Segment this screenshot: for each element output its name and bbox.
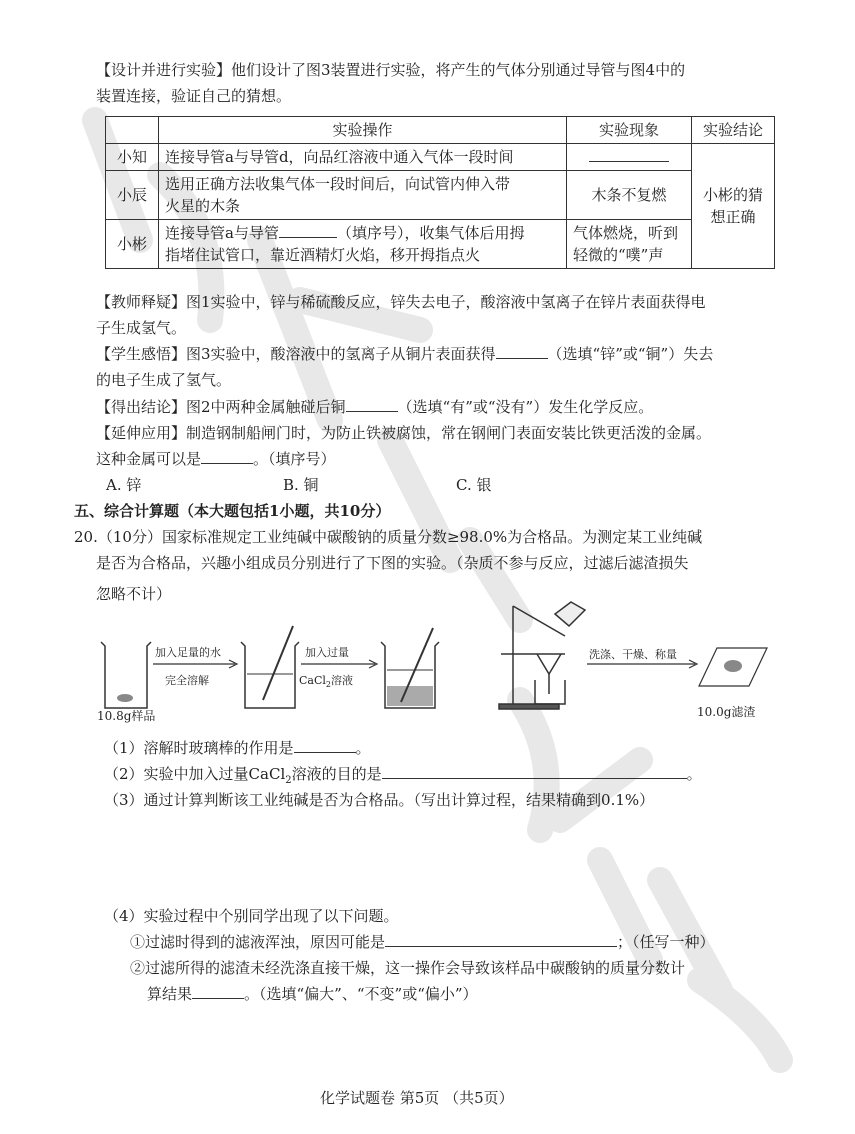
- page-footer: 化学试题卷 第5页 （共5页）: [320, 1089, 514, 1107]
- op-text-a: 连接导管a与导管: [165, 224, 279, 242]
- arrow-icon: [587, 660, 697, 668]
- q1-line: [104, 738, 371, 758]
- conclusion-text-b: （选填“有”或“没有”）发生化学反应。: [397, 398, 654, 416]
- intro-line2: 装置连接，验证自己的猜想。: [96, 87, 292, 105]
- answer-blank[interactable]: [201, 449, 253, 464]
- option-b: B. 铜: [283, 476, 319, 494]
- cacl-sub: 2: [325, 680, 332, 689]
- q20-line2: 是否为合格品，兴趣小组成员分别进行了下图的实验。（杂质不参与反应，过滤后滤渣损失: [96, 554, 689, 572]
- q4-1-end: ；（任写一种）: [617, 933, 715, 951]
- row-name: 小辰: [106, 171, 159, 220]
- option-a: A. 锌: [106, 476, 142, 494]
- operation-line2: 火星的木条: [165, 197, 241, 215]
- q2-text-b: 溶液的目的是: [291, 765, 382, 783]
- q1-text: （1）溶解时玻璃棒的作用是: [104, 739, 294, 757]
- beaker-icon: [101, 642, 151, 708]
- table-header-operation: 实验操作: [159, 117, 567, 144]
- arrow2-top: 加入过量: [305, 646, 349, 659]
- row-name: 小知: [106, 144, 159, 171]
- filtration-stand-icon: [499, 602, 585, 709]
- table-header-row: [106, 117, 775, 144]
- q2-end: 。: [686, 765, 702, 783]
- q20-line3: 忽略不计）: [96, 585, 172, 603]
- q4-2-end: 。（选填“偏大”、“不变”或“偏小”）: [244, 985, 478, 1003]
- cacl-text: CaCl: [299, 674, 326, 687]
- operation-line2: 指堵住试管口，靠近酒精灯火焰，移开拇指点火: [165, 246, 481, 264]
- row-operation: [159, 220, 567, 269]
- beaker-icon: [381, 628, 439, 708]
- intro-line1: 【设计并进行实验】他们设计了图3装置进行实验，将产生的气体分别通过导管与图4中的: [96, 61, 686, 79]
- table-header-blank: [106, 117, 159, 144]
- table-row: [106, 220, 775, 269]
- extend-line2: [96, 449, 336, 469]
- op-text-b: （填序号），收集气体后用拇: [336, 224, 525, 242]
- q4-line: （4）实验过程中个别同学出现了以下问题。: [104, 907, 399, 925]
- arrow2-bottom: [299, 673, 353, 689]
- q4-1-text: ①过滤时得到的滤液浑浊，原因可能是: [130, 933, 386, 951]
- answer-blank[interactable]: [496, 344, 548, 359]
- arrow1-bottom: 完全溶解: [165, 674, 209, 687]
- q20-line1: 20.（10分）国家标准规定工业纯碱中碳酸钠的质量分数≥98.0%为合格品。为测定某工业纯碱: [74, 528, 703, 546]
- q4-1-line: [130, 932, 715, 952]
- extend-line1: 【延伸应用】制造钢制船闸门时，为防止铁被腐蚀，常在钢闸门表面安装比铁更活泼的金属。: [96, 424, 712, 442]
- student-text-b: （选填“锌”或“铜”）失去: [547, 345, 714, 363]
- conclusion-line1: 小彬的猜: [702, 186, 763, 204]
- experiment-diagram: [95, 590, 775, 730]
- student-line1: [96, 344, 713, 364]
- operation-line1: 选用正确方法收集气体一段时间后，向试管内伸入带: [165, 175, 511, 193]
- q1-end: 。: [355, 739, 371, 757]
- q4-2-text: 算结果: [147, 985, 193, 1003]
- arrow3-top: 洗涤、干燥、称量: [589, 648, 677, 661]
- filter-paper-icon: [699, 648, 767, 686]
- arrow-icon: [153, 660, 237, 668]
- conclusion-text-a: 【得出结论】图2中两种金属触碰后铜: [96, 398, 346, 416]
- table-header-conclusion: 实验结论: [692, 117, 775, 144]
- extend-text-b: 。（填序号）: [253, 450, 336, 468]
- conclusion-line: [96, 397, 653, 417]
- phenomenon-line2: 轻微的“噗”声: [573, 246, 664, 264]
- operation-line1: [165, 222, 560, 244]
- teacher-line2: 子生成氢气。: [96, 319, 187, 337]
- answer-blank[interactable]: [279, 223, 337, 238]
- residue-label: 10.0g滤渣: [697, 705, 756, 719]
- answer-blank[interactable]: [385, 932, 617, 947]
- row-operation: 连接导管a与导管d，向品红溶液中通入气体一段时间: [159, 144, 567, 171]
- student-text-a: 【学生感悟】图3实验中，酸溶液中的氢离子从铜片表面获得: [96, 345, 496, 363]
- phenomenon-line1: 气体燃烧，听到: [573, 224, 679, 242]
- answer-blank[interactable]: [382, 764, 687, 779]
- row-phenomenon: [567, 220, 692, 269]
- q2-text-a: （2）实验中加入过量CaCl: [104, 765, 286, 783]
- table-header-phenomenon: 实验现象: [567, 117, 692, 144]
- section-title: 五、综合计算题（本大题包括1小题，共10分）: [74, 502, 391, 520]
- teacher-line1: 【教师释疑】图1实验中，锌与稀硫酸反应，锌失去电子，酸溶液中氢离子在锌片表面获得电: [96, 293, 706, 311]
- row-conclusion: [692, 144, 775, 269]
- row-phenomenon-blank: [567, 144, 692, 171]
- conclusion-line2: 想正确: [710, 208, 756, 226]
- row-phenomenon: 木条不复燃: [567, 171, 692, 220]
- q4-2-line1: ②过滤所得的滤渣未经洗涤直接干燥，这一操作会导致该样品中碳酸钠的质量分数计: [130, 959, 686, 977]
- arrow1-top: 加入足量的水: [155, 646, 221, 659]
- experiment-table: [105, 116, 775, 269]
- option-c: C. 银: [456, 476, 492, 494]
- answer-blank[interactable]: [346, 397, 398, 412]
- q2-sub: 2: [285, 775, 292, 786]
- row-operation: [159, 171, 567, 220]
- extend-text-a: 这种金属可以是: [96, 450, 202, 468]
- student-line2: 的电子生成了氢气。: [96, 371, 232, 389]
- row-name: 小彬: [106, 220, 159, 269]
- solution-text: 溶液: [331, 674, 354, 687]
- q4-2-line2: [147, 984, 478, 1004]
- sample-label: 10.8g样品: [97, 709, 156, 723]
- answer-blank[interactable]: [294, 738, 356, 753]
- answer-blank[interactable]: [589, 147, 669, 162]
- q2-line: [104, 764, 702, 791]
- beaker-icon: [241, 626, 299, 708]
- arrow-icon: [301, 660, 377, 668]
- answer-blank[interactable]: [192, 984, 244, 999]
- table-row: [106, 171, 775, 220]
- table-row: [106, 144, 775, 171]
- q3-line: （3）通过计算判断该工业纯碱是否为合格品。（写出计算过程，结果精确到0.1%）: [104, 791, 655, 809]
